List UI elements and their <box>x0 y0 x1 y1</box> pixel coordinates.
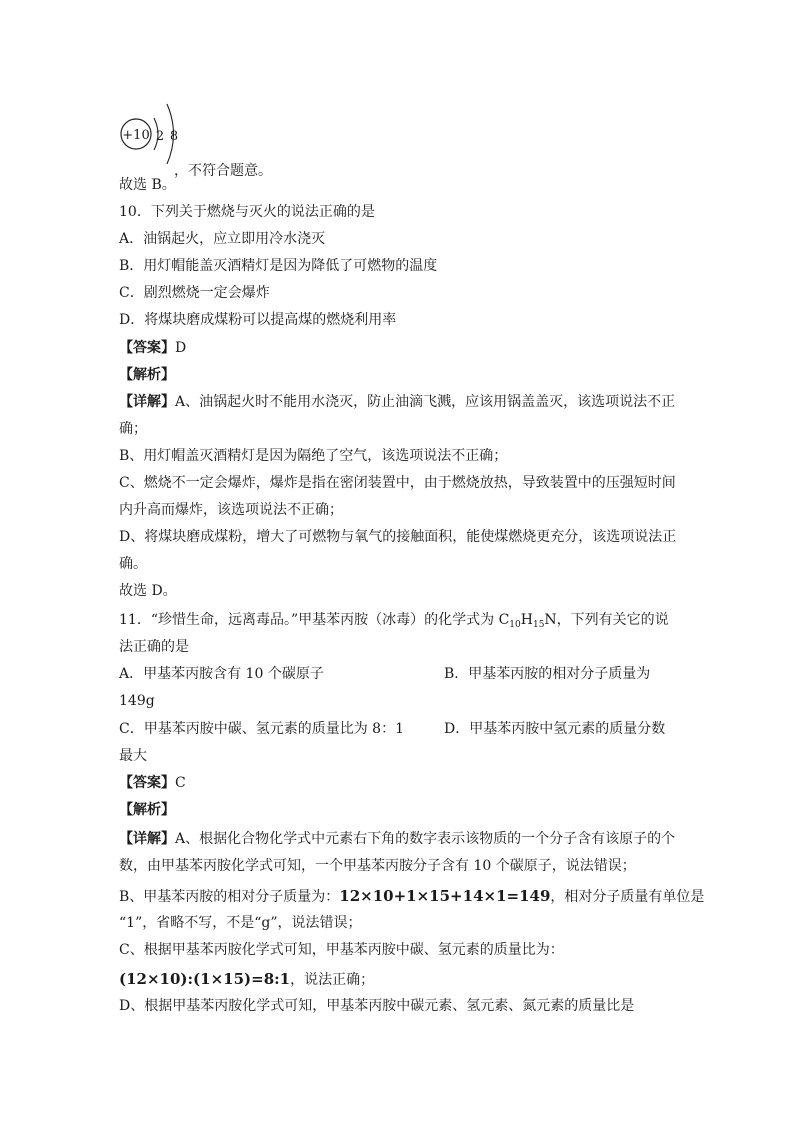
q11-stem-line-2: 法正确的是 <box>119 639 189 655</box>
analysis-tag: 【解析】 <box>119 802 175 818</box>
q9-note: ，不符合题意。 <box>174 163 272 179</box>
q10-option-d: D．将煤块磨成煤粉可以提高煤的燃烧利用率 <box>119 312 397 328</box>
q11-detail-b-text-2: ，相对分子质量有单位是 <box>550 889 705 905</box>
q9-conclusion: 故选 B。 <box>119 177 176 193</box>
q10-option-a: A．油锅起火，应立即用冷水浇灭 <box>119 231 326 247</box>
q11-option-d-cont: 最大 <box>119 748 147 764</box>
q10-detail-line-7: 确。 <box>119 556 147 572</box>
detail-tag: 【详解】 <box>119 831 175 847</box>
q10-detail-line-2: 确； <box>119 421 147 437</box>
nucleus-label: +10 <box>122 128 150 143</box>
q10-detail-line-1 <box>119 392 679 412</box>
q11-detail-d-line-1: D、根据甲基苯丙胺化学式可知，甲基苯丙胺中碳元素、氢元素、氮元素的质量比是 <box>119 998 635 1014</box>
q11-detail-c-line-2 <box>119 969 679 990</box>
q11-option-c: C．甲基苯丙胺中碳、氢元素的质量比为 8：1 <box>119 721 404 737</box>
q11-detail-c-text: ，说法正确； <box>290 972 375 988</box>
q11-answer: C <box>175 775 186 791</box>
answer-tag: 【答案】 <box>119 775 175 791</box>
q11-detail-c-equation: (12×10):(1×15)=8:1 <box>119 970 291 988</box>
q11-detail-c-line-1: C、根据甲基苯丙胺化学式可知，甲基苯丙胺中碳、氢元素的质量比为： <box>119 942 564 958</box>
shell-2-electrons: 8 <box>169 129 179 144</box>
detail-tag: 【详解】 <box>119 394 175 410</box>
q11-detail-line-2: 数，由甲基苯丙胺化学式可知，一个甲基苯丙胺分子含有 10 个碳原子，说法错误； <box>119 858 636 874</box>
q11-detail-b-equation: 12×10+1×15+14×1=149 <box>339 887 551 905</box>
q10-detail-line-6: D、将煤块磨成煤粉，增大了可燃物与氧气的接触面积，能使煤燃烧更充分，该选项说法正 <box>119 529 677 545</box>
shell-1-electrons: 2 <box>155 129 165 144</box>
q11-stem-part-1: 11．“珍惜生命，远离毒品。”甲基苯丙胺（冰毒）的化学式为 C <box>119 612 510 628</box>
q10-analysis-tag <box>119 365 679 385</box>
q11-stem-line-1 <box>119 610 679 635</box>
q11-option-d: D．甲基苯丙胺中氢元素的质量分数 <box>444 721 666 737</box>
q11-answer-line <box>119 773 679 793</box>
q10-answer: D <box>175 340 187 356</box>
q10-detail-a-1: A、油锅起火时不能用水浇灭，防止油滴飞溅，应该用锅盖盖灭，该选项说法不正 <box>175 394 676 410</box>
answer-tag: 【答案】 <box>119 340 175 356</box>
q10-stem: 10．下列关于燃烧与灭火的说法正确的是 <box>119 204 375 220</box>
q10-detail-line-4: C、燃烧不一定会爆炸，爆炸是指在密闭装置中，由于燃烧放热，导致装置中的压强短时间 <box>119 475 676 491</box>
q11-detail-b-text-1: B、甲基苯丙胺的相对分子质量为： <box>119 889 340 905</box>
q11-detail-line-1 <box>119 829 679 849</box>
q10-answer-line <box>119 338 679 358</box>
q11-option-b: B．甲基苯丙胺的相对分子质量为 <box>444 666 651 682</box>
q11-detail-b-line-2: “1”，省略不写，不是“g”，说法错误； <box>119 915 362 931</box>
q11-option-b-cont: 149g <box>119 693 155 709</box>
q11-option-a: A．甲基苯丙胺含有 10 个碳原子 <box>119 666 324 682</box>
q11-stem-part-2: N，下列有关它的说 <box>544 612 669 628</box>
q10-conclusion: 故选 D。 <box>119 583 177 599</box>
q11-analysis-tag <box>119 800 679 820</box>
q11-detail-b-line-1 <box>119 886 705 907</box>
q10-option-b: B．用灯帽能盖灭酒精灯是因为降低了可燃物的温度 <box>119 258 438 274</box>
q11-formula-sub-h: 15 <box>532 620 545 630</box>
q10-detail-line-3: B、用灯帽盖灭酒精灯是因为隔绝了空气，该选项说法不正确； <box>119 448 508 464</box>
q10-option-c: C．剧烈燃烧一定会爆炸 <box>119 285 270 301</box>
analysis-tag: 【解析】 <box>119 367 175 383</box>
q11-formula-h: H <box>520 612 533 628</box>
q11-detail-a-1: A、根据化合物化学式中元素右下角的数字表示该物质的一个分子含有该原子的个 <box>175 831 676 847</box>
q10-detail-line-5: 内升高而爆炸，该选项说法不正确； <box>119 502 343 518</box>
q11-formula-sub-c: 10 <box>509 620 521 630</box>
